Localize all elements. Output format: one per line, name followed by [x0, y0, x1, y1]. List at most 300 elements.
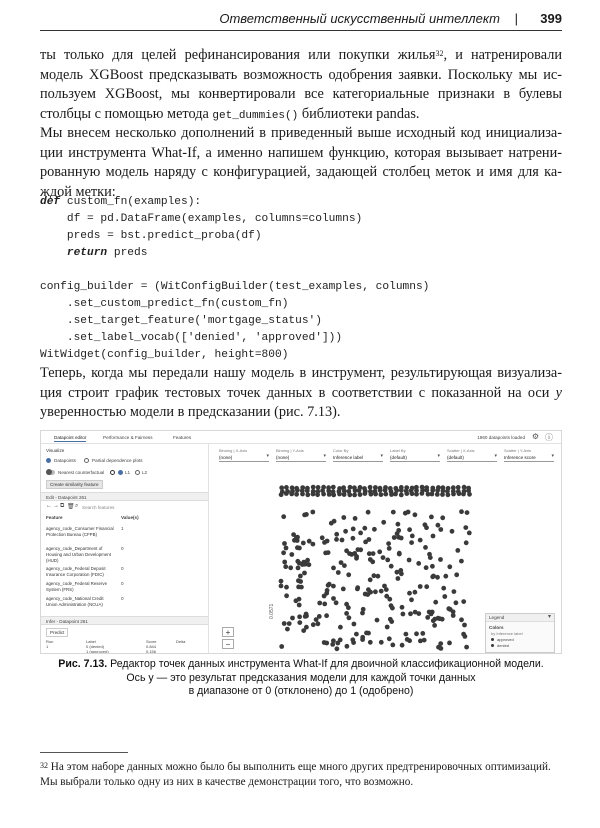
- data-point[interactable]: [297, 614, 302, 619]
- axis-control-value[interactable]: Inference score: [504, 455, 554, 462]
- data-point[interactable]: [339, 560, 344, 565]
- chevron-down-icon[interactable]: ▾: [551, 453, 554, 459]
- data-point[interactable]: [431, 534, 436, 539]
- data-point[interactable]: [378, 488, 383, 493]
- data-point[interactable]: [418, 584, 423, 589]
- data-point[interactable]: [438, 641, 443, 646]
- data-point[interactable]: [446, 606, 451, 611]
- zoom-in-button[interactable]: +: [222, 627, 234, 637]
- feature-value-4[interactable]: 0: [121, 596, 124, 601]
- data-point[interactable]: [379, 492, 384, 497]
- data-point[interactable]: [369, 492, 374, 497]
- data-point[interactable]: [296, 585, 301, 590]
- chevron-down-icon[interactable]: ▾: [437, 453, 440, 459]
- data-point[interactable]: [290, 616, 295, 621]
- data-point[interactable]: [429, 515, 434, 520]
- data-point[interactable]: [406, 510, 411, 515]
- data-point[interactable]: [282, 541, 287, 546]
- data-point[interactable]: [442, 594, 447, 599]
- data-point[interactable]: [304, 625, 309, 630]
- copy-icon[interactable]: ⧉: [60, 503, 65, 509]
- data-point[interactable]: [464, 540, 469, 545]
- visualize-label: Visualize: [46, 448, 65, 453]
- axis-control-5[interactable]: [504, 448, 556, 466]
- data-point[interactable]: [372, 573, 377, 578]
- data-point[interactable]: [435, 575, 440, 580]
- data-point[interactable]: [322, 640, 327, 645]
- data-point[interactable]: [381, 520, 386, 525]
- data-point[interactable]: [351, 536, 356, 541]
- data-point[interactable]: [418, 639, 423, 644]
- data-point[interactable]: [461, 599, 466, 604]
- tab-bar: [41, 431, 561, 444]
- data-point[interactable]: [373, 492, 378, 497]
- footnote-ref[interactable]: 32: [435, 49, 444, 58]
- data-point[interactable]: [350, 637, 355, 642]
- data-point[interactable]: [451, 492, 456, 497]
- data-point[interactable]: [400, 643, 405, 648]
- data-point[interactable]: [358, 492, 363, 497]
- data-point[interactable]: [420, 631, 425, 636]
- data-point[interactable]: [459, 559, 464, 564]
- data-point[interactable]: [366, 510, 371, 515]
- radio-pdp[interactable]: [84, 458, 89, 463]
- data-point[interactable]: [360, 637, 365, 642]
- data-point[interactable]: [423, 545, 428, 550]
- data-point[interactable]: [296, 566, 301, 571]
- data-point[interactable]: [454, 572, 459, 577]
- data-point[interactable]: [368, 640, 373, 645]
- chevron-down-icon[interactable]: ▾: [380, 453, 383, 459]
- data-point[interactable]: [443, 574, 448, 579]
- data-point[interactable]: [341, 515, 346, 520]
- data-point[interactable]: [399, 571, 404, 576]
- data-point[interactable]: [311, 492, 316, 497]
- data-point[interactable]: [311, 542, 316, 547]
- data-point[interactable]: [414, 631, 419, 636]
- data-point[interactable]: [462, 623, 467, 628]
- data-point[interactable]: [283, 564, 288, 569]
- data-point[interactable]: [464, 645, 469, 650]
- data-point[interactable]: [389, 603, 394, 608]
- data-point[interactable]: [326, 583, 331, 588]
- data-point[interactable]: [373, 589, 378, 594]
- axis-control-1[interactable]: [276, 448, 328, 466]
- data-point[interactable]: [438, 557, 443, 562]
- data-point[interactable]: [392, 535, 397, 540]
- data-point[interactable]: [418, 538, 423, 543]
- axis-control-3[interactable]: [390, 448, 442, 466]
- data-point[interactable]: [457, 491, 462, 496]
- data-point[interactable]: [362, 526, 367, 531]
- axis-control-label: Color By: [333, 448, 349, 453]
- data-point[interactable]: [279, 584, 284, 589]
- data-point[interactable]: [416, 611, 421, 616]
- data-point[interactable]: [414, 492, 419, 497]
- scatter-plot[interactable]: [277, 481, 477, 653]
- search-features-input[interactable]: Search features: [82, 505, 115, 510]
- axis-control-value[interactable]: (none): [219, 455, 269, 462]
- axis-control-value[interactable]: Inference label: [333, 455, 383, 462]
- data-point[interactable]: [390, 643, 395, 648]
- data-point[interactable]: [288, 565, 293, 570]
- axis-control-value[interactable]: (default): [447, 455, 497, 462]
- data-point[interactable]: [420, 491, 425, 496]
- data-point[interactable]: [284, 585, 289, 590]
- feature-value-0[interactable]: 1: [121, 526, 124, 531]
- data-point[interactable]: [337, 492, 342, 497]
- data-point[interactable]: [430, 610, 435, 615]
- data-point[interactable]: [388, 617, 393, 622]
- data-point[interactable]: [320, 535, 325, 540]
- chevron-down-icon[interactable]: ▾: [547, 614, 551, 620]
- tab-datapoint-editor[interactable]: Datapoint editor: [54, 435, 87, 440]
- data-point[interactable]: [379, 640, 384, 645]
- data-point[interactable]: [456, 485, 461, 490]
- data-point[interactable]: [360, 611, 365, 616]
- radio-datapoints[interactable]: [46, 458, 51, 463]
- data-point[interactable]: [297, 620, 302, 625]
- data-point[interactable]: [368, 590, 373, 595]
- y-axis-value: 0.0571: [269, 603, 275, 619]
- data-point[interactable]: [425, 615, 430, 620]
- data-point[interactable]: [461, 492, 466, 497]
- data-point[interactable]: [305, 492, 310, 497]
- data-point[interactable]: [351, 527, 356, 532]
- data-point[interactable]: [289, 492, 294, 497]
- data-point[interactable]: [291, 532, 296, 537]
- data-point[interactable]: [284, 546, 289, 551]
- create-similarity-button[interactable]: Create similarity feature: [46, 480, 103, 489]
- data-point[interactable]: [322, 602, 327, 607]
- edit-title: Edit - Datapoint 261: [46, 495, 87, 500]
- radio-l1[interactable]: [118, 470, 123, 475]
- data-point[interactable]: [440, 492, 445, 497]
- data-point[interactable]: [297, 546, 302, 551]
- data-point[interactable]: [292, 538, 297, 543]
- data-point[interactable]: [436, 523, 441, 528]
- info-icon[interactable]: [110, 470, 115, 475]
- infer-col-delta: Delta: [176, 639, 186, 644]
- data-point[interactable]: [379, 589, 384, 594]
- data-point[interactable]: [295, 488, 300, 493]
- data-point[interactable]: [363, 540, 368, 545]
- infer-score: 0.844: [146, 644, 157, 649]
- p2-line-2: ции инструмента What-If, а именно напишем функцию, которая вызывает натрени-: [40, 144, 562, 161]
- feature-value-2[interactable]: 0: [121, 566, 124, 571]
- data-point[interactable]: [440, 515, 445, 520]
- legend-label: denied: [497, 643, 510, 648]
- tab-performance-fairness[interactable]: Performance & Fairness: [103, 435, 153, 440]
- feature-name-4: agency_code_National Credit Union Administration (NCUA): [46, 596, 104, 607]
- nearest-counterfactual-label: Nearest counterfactual: [58, 470, 105, 475]
- axis-control-0[interactable]: [219, 448, 271, 466]
- data-point[interactable]: [331, 485, 336, 490]
- data-point[interactable]: [311, 485, 316, 490]
- data-point[interactable]: [324, 591, 329, 596]
- data-point[interactable]: [352, 493, 357, 498]
- data-point[interactable]: [334, 532, 339, 537]
- chevron-down-icon[interactable]: ▾: [323, 453, 326, 459]
- data-point[interactable]: [331, 596, 336, 601]
- data-point[interactable]: [331, 584, 336, 589]
- data-point[interactable]: [300, 492, 305, 497]
- data-point[interactable]: [424, 525, 429, 530]
- data-point[interactable]: [289, 552, 294, 557]
- data-point[interactable]: [336, 570, 341, 575]
- data-point[interactable]: [372, 527, 377, 532]
- data-point[interactable]: [323, 551, 328, 556]
- feature-value-1[interactable]: 0: [121, 546, 124, 551]
- data-point[interactable]: [349, 552, 354, 557]
- delete-icon[interactable]: 🗑: [67, 504, 75, 510]
- data-point[interactable]: [465, 510, 470, 515]
- data-point[interactable]: [467, 531, 472, 536]
- settings-icon[interactable]: ⚙: [531, 432, 539, 441]
- data-point[interactable]: [347, 492, 352, 497]
- data-point[interactable]: [284, 491, 289, 496]
- data-point[interactable]: [413, 512, 418, 517]
- code-block: def custom_fn(examples): df = pd.DataFrame(examples, columns=columns) preds = bst.predict_proba(df) return preds config_builder = (WitConfigBuilder(test_examples, columns) .set_custom_predict_fn(custom_fn) .set_target_feature('mortgage_status') .set_label_vocab(['denied', 'approved'])) WitWidget(config_builder, height=800): [40, 196, 430, 361]
- data-point[interactable]: [383, 492, 388, 497]
- data-point[interactable]: [416, 561, 421, 566]
- data-point[interactable]: [386, 541, 391, 546]
- data-point[interactable]: [463, 634, 468, 639]
- data-point[interactable]: [407, 591, 412, 596]
- data-point[interactable]: [344, 611, 349, 616]
- data-point[interactable]: [437, 616, 442, 621]
- data-point[interactable]: [451, 613, 456, 618]
- footnote-rule: [40, 752, 128, 753]
- infer-run: 1: [46, 644, 49, 649]
- data-point[interactable]: [367, 551, 372, 556]
- data-point[interactable]: [435, 492, 440, 497]
- data-point[interactable]: [346, 605, 351, 610]
- data-point[interactable]: [430, 492, 435, 497]
- data-point[interactable]: [410, 491, 415, 496]
- data-point[interactable]: [282, 621, 287, 626]
- data-point[interactable]: [459, 617, 464, 622]
- data-point[interactable]: [407, 527, 412, 532]
- data-point[interactable]: [281, 514, 286, 519]
- data-point[interactable]: [410, 534, 415, 539]
- data-point[interactable]: [428, 555, 433, 560]
- data-point[interactable]: [285, 627, 290, 632]
- data-point[interactable]: [467, 492, 472, 497]
- data-point[interactable]: [321, 492, 326, 497]
- data-point[interactable]: [413, 590, 418, 595]
- data-point[interactable]: [450, 529, 455, 534]
- data-point[interactable]: [296, 578, 301, 583]
- data-point[interactable]: [363, 491, 368, 496]
- data-point[interactable]: [400, 605, 405, 610]
- data-point[interactable]: [297, 603, 302, 608]
- axis-control-2[interactable]: [333, 448, 385, 466]
- data-point[interactable]: [401, 612, 406, 617]
- data-point[interactable]: [399, 493, 404, 498]
- data-point[interactable]: [332, 519, 337, 524]
- data-point[interactable]: [396, 522, 401, 527]
- data-point[interactable]: [330, 642, 335, 647]
- data-point[interactable]: [324, 613, 329, 618]
- data-point[interactable]: [404, 491, 409, 496]
- data-point[interactable]: [407, 558, 412, 563]
- data-point[interactable]: [279, 492, 284, 497]
- data-point[interactable]: [463, 525, 468, 530]
- data-point[interactable]: [358, 531, 363, 536]
- data-point[interactable]: [389, 564, 394, 569]
- data-point[interactable]: [297, 561, 302, 566]
- data-point[interactable]: [327, 492, 332, 497]
- data-point[interactable]: [335, 646, 340, 651]
- data-point[interactable]: [397, 552, 402, 557]
- data-point[interactable]: [316, 485, 321, 490]
- data-point[interactable]: [316, 621, 321, 626]
- data-point[interactable]: [341, 587, 346, 592]
- data-point[interactable]: [354, 554, 359, 559]
- data-point[interactable]: [311, 622, 316, 627]
- data-point[interactable]: [334, 600, 339, 605]
- data-point[interactable]: [447, 564, 452, 569]
- data-point[interactable]: [298, 574, 303, 579]
- data-point[interactable]: [424, 584, 429, 589]
- data-point[interactable]: [315, 492, 320, 497]
- data-point[interactable]: [338, 625, 343, 630]
- data-point[interactable]: [342, 492, 347, 497]
- predict-button[interactable]: Predict: [46, 628, 68, 637]
- p3-line-2: ция строит график тестовых точек данных в соответствии с показанной на оси y: [40, 384, 562, 401]
- data-point[interactable]: [407, 638, 412, 643]
- data-point[interactable]: [345, 644, 350, 649]
- data-point[interactable]: [396, 576, 401, 581]
- data-point[interactable]: [368, 557, 373, 562]
- data-point[interactable]: [343, 529, 348, 534]
- data-point[interactable]: [409, 597, 414, 602]
- data-point[interactable]: [301, 541, 306, 546]
- prev-icon[interactable]: ←: [46, 503, 52, 509]
- data-point[interactable]: [331, 566, 336, 571]
- data-point[interactable]: [368, 485, 373, 490]
- data-point[interactable]: [284, 485, 289, 490]
- data-point[interactable]: [355, 585, 360, 590]
- data-point[interactable]: [455, 548, 460, 553]
- data-point[interactable]: [381, 555, 386, 560]
- data-point[interactable]: [325, 539, 330, 544]
- tab-features[interactable]: Features: [173, 435, 192, 440]
- data-point[interactable]: [393, 492, 398, 497]
- data-point[interactable]: [385, 558, 390, 563]
- data-point[interactable]: [354, 632, 359, 637]
- p2-line-4: ждой метки:: [40, 183, 116, 200]
- help-icon[interactable]: ⓘ: [545, 433, 553, 442]
- data-point[interactable]: [430, 564, 435, 569]
- data-point[interactable]: [391, 510, 396, 515]
- data-point[interactable]: [368, 577, 373, 582]
- zoom-out-button[interactable]: −: [222, 639, 234, 649]
- data-point[interactable]: [366, 631, 371, 636]
- data-point[interactable]: [279, 644, 284, 649]
- data-point[interactable]: [387, 546, 392, 551]
- fit-icon[interactable]: [222, 651, 234, 653]
- data-point[interactable]: [346, 572, 351, 577]
- data-point[interactable]: [305, 558, 310, 563]
- data-point[interactable]: [358, 547, 363, 552]
- data-point[interactable]: [314, 617, 319, 622]
- data-point[interactable]: [279, 579, 284, 584]
- data-point[interactable]: [459, 509, 464, 514]
- data-point[interactable]: [452, 589, 457, 594]
- data-point[interactable]: [317, 601, 322, 606]
- data-point[interactable]: [387, 636, 392, 641]
- data-point[interactable]: [287, 621, 292, 626]
- data-point[interactable]: [396, 535, 401, 540]
- data-point[interactable]: [382, 584, 387, 589]
- data-point[interactable]: [404, 632, 409, 637]
- data-point[interactable]: [433, 600, 438, 605]
- data-point[interactable]: [281, 550, 286, 555]
- data-point[interactable]: [438, 527, 443, 532]
- data-point[interactable]: [377, 549, 382, 554]
- data-point[interactable]: [441, 586, 446, 591]
- data-point[interactable]: [348, 485, 353, 490]
- radio-l2[interactable]: [135, 470, 140, 475]
- p1-line-2: модель XGBoost предсказывать возможность одобрения заявки. Поскольку мы ис-: [40, 66, 562, 83]
- data-point[interactable]: [363, 592, 368, 597]
- data-point[interactable]: [385, 625, 390, 630]
- data-point[interactable]: [409, 540, 414, 545]
- data-point[interactable]: [310, 510, 315, 515]
- data-point[interactable]: [431, 618, 436, 623]
- data-point[interactable]: [304, 612, 309, 617]
- data-point[interactable]: [340, 538, 345, 543]
- data-point[interactable]: [430, 574, 435, 579]
- data-point[interactable]: [399, 488, 404, 493]
- p2-line-3: рованную модель наряду с конфигурацией, задающей столбец меток и имя для ка-: [40, 164, 562, 180]
- data-point[interactable]: [447, 641, 452, 646]
- data-point[interactable]: [294, 598, 299, 603]
- feature-value-3[interactable]: 0: [121, 581, 124, 586]
- data-point[interactable]: [454, 600, 459, 605]
- data-point[interactable]: [282, 560, 287, 565]
- data-point[interactable]: [331, 493, 336, 498]
- chevron-down-icon[interactable]: ▾: [266, 453, 269, 459]
- data-point[interactable]: [353, 516, 358, 521]
- data-point[interactable]: [408, 611, 413, 616]
- axis-control-value[interactable]: (none): [276, 455, 326, 462]
- data-point[interactable]: [357, 488, 362, 493]
- data-point[interactable]: [352, 622, 357, 627]
- feature-name-0: agency_code_Consumer Financial Protection Bureau (CFPB): [46, 526, 114, 537]
- axis-control-4[interactable]: [447, 448, 499, 466]
- axis-control-value[interactable]: (default): [390, 455, 440, 462]
- data-point[interactable]: [446, 492, 451, 497]
- next-icon[interactable]: →: [53, 503, 59, 509]
- data-point[interactable]: [294, 492, 299, 497]
- data-point[interactable]: [432, 623, 437, 628]
- data-point[interactable]: [347, 615, 352, 620]
- data-point[interactable]: [424, 565, 429, 570]
- data-point[interactable]: [375, 618, 380, 623]
- data-point[interactable]: [284, 593, 289, 598]
- data-point[interactable]: [338, 638, 343, 643]
- data-point[interactable]: [387, 597, 392, 602]
- data-point[interactable]: [334, 537, 339, 542]
- data-point[interactable]: [302, 571, 307, 576]
- p3-line-3: уверенностью модели в предсказании (рис. 7.13).: [40, 404, 341, 420]
- chevron-down-icon[interactable]: ▾: [494, 453, 497, 459]
- data-point[interactable]: [302, 513, 307, 518]
- axis-control-label: Scatter | Y-Axis: [504, 448, 532, 453]
